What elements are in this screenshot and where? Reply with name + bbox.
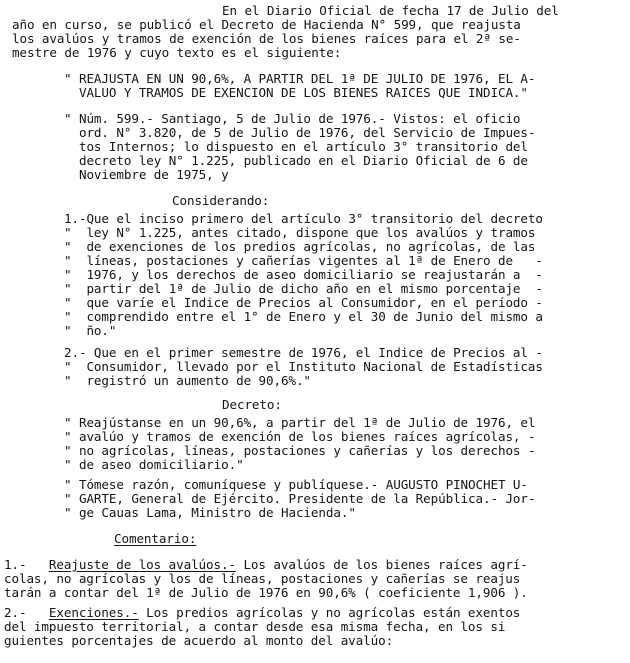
signature-line: " ge Cauas Lama, Ministro de Hacienda.": [64, 505, 356, 520]
comentario-item-1-line: tarán a contar del 1ª de Julio de 1976 en 90,6% ( coeficiente 1,906 ).: [4, 585, 528, 600]
considerando-heading: Considerando:: [172, 193, 270, 208]
decreto-line: " avalúo y tramos de exención de los bienes raíces agrícolas, -: [64, 429, 536, 444]
decreto-heading: Decreto:: [222, 397, 282, 412]
considerando-item-1-line: 1.-Que el inciso primero del artículo 3° transitorio del decreto: [64, 211, 543, 226]
considerando-item-1-line: " líneas, postaciones y cañerías vigentes al 1ª de Enero de -: [64, 253, 543, 268]
decreto-line: " Reajústanse en un 90,6%, a partir del 1ª de Julio de 1976, el: [64, 415, 536, 430]
preamble-line: ord. N° 3.820, de 5 de Julio de 1976, del Servicio de Impues-: [64, 125, 536, 140]
comentario-item-2-first-line: [4, 606, 520, 620]
comentario-item-1-number: 1.-: [4, 557, 27, 572]
decree-title-line: VALUO Y TRAMOS DE EXENCION DE LOS BIENES RAICES QUE INDICA.": [64, 85, 528, 100]
intro-line: mestre de 1976 y cuyo texto es el siguiente:: [12, 45, 342, 60]
decree-title-line: " REAJUSTA EN UN 90,6%, A PARTIR DEL 1ª DE JULIO DE 1976, EL A-: [64, 71, 536, 86]
considerando-item-1-line: " 1976, y los derechos de aseo domiciliario se reajustarán a -: [64, 267, 543, 282]
considerando-item-1-line: " ño.": [64, 323, 117, 338]
comentario-item-2-number: 2.-: [4, 605, 27, 620]
comentario-item-2-text: Los predios agrícolas y no agrícolas están exentos: [138, 605, 521, 620]
decreto-line: " no agrícolas, líneas, postaciones y cañerías y los derechos -: [64, 443, 536, 458]
intro-line: En el Diario Oficial de fecha 17 de Julio del: [222, 3, 559, 18]
considerando-item-1-line: " partir del 1ª de Julio de dicho año en el mismo porcentaje -: [64, 281, 543, 296]
considerando-item-1-line: " ley N° 1.225, antes citado, dispone que los avalúos y tramos: [64, 225, 536, 240]
decreto-line: " de aseo domiciliario.": [64, 457, 244, 472]
considerando-item-2-line: " registró un aumento de 90,6%.": [64, 373, 311, 388]
considerando-item-2-line: " Consumidor, llevado por el Instituto Nacional de Estadísticas: [64, 359, 543, 374]
intro-line: año en curso, se publicó el Decreto de Hacienda N° 599, que reajusta: [12, 17, 521, 32]
comentario-item-2-heading: Exenciones.-: [48, 605, 139, 620]
comentario-item-1-first-line: [4, 558, 528, 572]
preamble-line: " Núm. 599.- Santiago, 5 de Julio de 1976.- Vistos: el oficio: [64, 111, 521, 126]
preamble-line: decreto ley N° 1.225, publicado en el Diario Oficial de 6 de: [64, 153, 528, 168]
comentario-item-2-line: guientes porcentajes de acuerdo al monto del avalúo:: [4, 633, 394, 648]
signature-line: " Tómese razón, comuníquese y publíquese.- AUGUSTO PINOCHET U-: [64, 477, 528, 492]
comentario-item-1-text: Los avalúos de los bienes raíces agrí-: [235, 557, 528, 572]
comentario-heading: Comentario:: [114, 531, 197, 546]
comentario-item-1-line: colas, no agrícolas y los de líneas, postaciones y cañerías se reajus: [4, 571, 521, 586]
signature-line: " GARTE, General de Ejército. Presidente de la República.- Jor-: [64, 491, 536, 506]
considerando-item-1-line: " comprendido entre el 1° de Enero y el 30 de Junio del mismo a: [64, 309, 543, 324]
preamble-line: tos Internos; lo dispuesto en el artículo 3° transitorio del: [64, 139, 528, 154]
considerando-item-2-line: 2.- Que en el primer semestre de 1976, el Indice de Precios al -: [64, 345, 543, 360]
preamble-line: Noviembre de 1975, y: [64, 167, 229, 182]
considerando-item-1-line: " de exenciones de los predios agrícolas, no agrícolas, de las: [64, 239, 536, 254]
considerando-item-1-line: " que varíe el Indice de Precios al Consumidor, en el período -: [64, 295, 543, 310]
intro-line: los avalúos y tramos de exención de los bienes raíces para el 2ª se-: [12, 31, 521, 46]
comentario-item-2-line: del impuesto territorial, a contar desde esa misma fecha, en los si: [4, 619, 506, 634]
comentario-item-1-heading: Reajuste de los avalúos.-: [48, 557, 236, 572]
